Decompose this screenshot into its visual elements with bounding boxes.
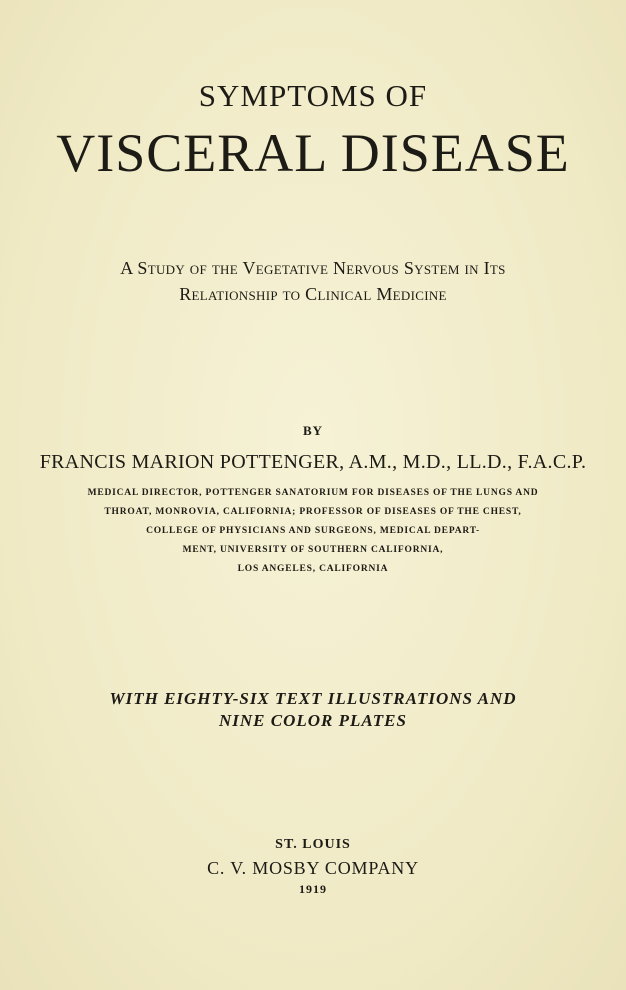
title-line-1: SYMPTOMS OF — [198, 78, 428, 113]
illustrations-note-line-1: WITH EIGHTY-SIX TEXT ILLUSTRATIONS AND — [109, 689, 517, 708]
title-line-2: VISCERAL DISEASE — [56, 123, 570, 183]
credentials-line: MENT, UNIVERSITY OF SOUTHERN CALIFORNIA, — [182, 545, 444, 555]
subtitle-line-1: A Study of the Vegetative Nervous System in Its — [120, 258, 506, 278]
credentials-line: THROAT, MONROVIA, CALIFORNIA; PROFESSOR OF DISEASES OF THE CHEST, — [104, 507, 522, 517]
credentials-line: LOS ANGELES, CALIFORNIA — [237, 564, 389, 574]
publisher-name: C. V. MOSBY COMPANY — [207, 858, 419, 878]
credentials-line: COLLEGE OF PHYSICIANS AND SURGEONS, MEDICAL DEPART- — [146, 526, 480, 536]
author-name: FRANCIS MARION POTTENGER, A.M., M.D., LL.D., F.A.C.P. — [39, 451, 587, 473]
credentials-line: MEDICAL DIRECTOR, POTTENGER SANATORIUM FOR DISEASES OF THE LUNGS AND — [87, 488, 539, 498]
subtitle-line-2: Relationship to Clinical Medicine — [179, 284, 447, 304]
illustrations-note-line-2: NINE COLOR PLATES — [219, 711, 407, 730]
publication-year: 1919 — [299, 882, 327, 896]
byline: BY — [302, 423, 324, 438]
publisher-city: ST. LOUIS — [275, 837, 351, 852]
